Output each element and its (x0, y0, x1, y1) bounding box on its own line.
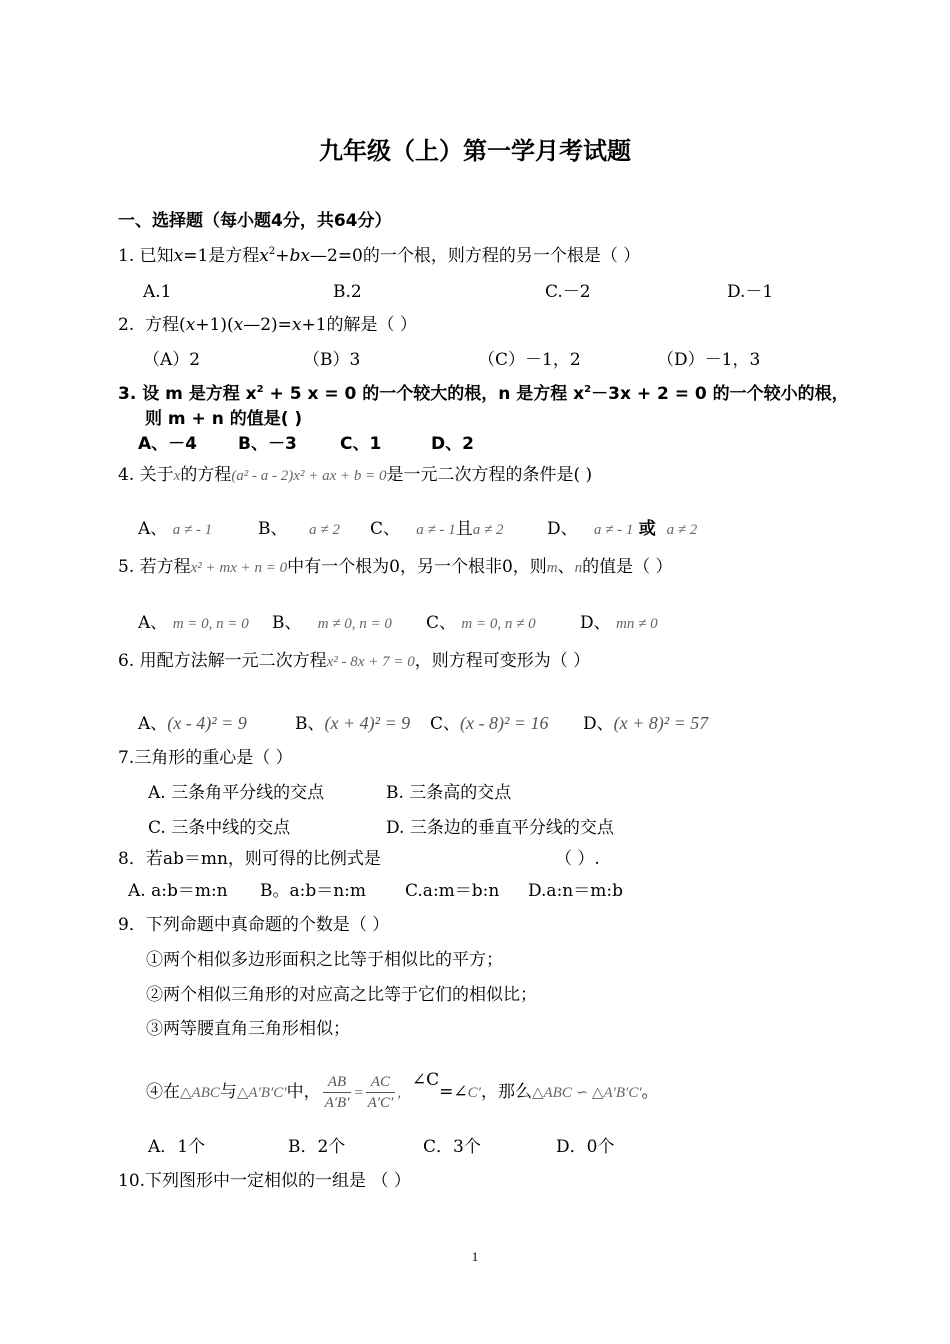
q9-option-c[interactable]: C．3个 (423, 1137, 481, 1157)
q2-option-d[interactable]: （D）－1，3 (657, 350, 761, 370)
q4-option-b[interactable]: B、 a ≠ 2 (258, 519, 340, 539)
q9-statement-3: ③两等腰直角三角形相似； (146, 1019, 350, 1039)
q7-option-c[interactable]: C. 三条中线的交点 (148, 818, 291, 838)
q2-number: 2. (118, 315, 135, 335)
q4-option-a[interactable]: A、 a ≠ - 1 (138, 519, 213, 539)
question-8: 8．若ab＝mn，则可得的比例式是 (118, 849, 381, 869)
question-9: 9．下列命题中真命题的个数是（ ） (118, 915, 390, 935)
question-3: 3. 设 m 是方程 $x^2 + 5$ x = 0 的一个较大的根，n 是方程 $x^2-3x + 2 = 0$ 的一个较小的根， (118, 384, 849, 404)
page-number: 1 (471, 1249, 479, 1264)
q3-option-b[interactable]: B、－3 (238, 434, 297, 454)
question-2: 2. 方程(x+1)(x—2)=x+1的解是（ ） (118, 315, 417, 335)
q1-number: 1. (118, 246, 135, 266)
q3-option-d[interactable]: D、2 (431, 434, 474, 454)
q7-option-d[interactable]: D. 三条边的垂直平分线的交点 (386, 818, 614, 838)
q2-option-a[interactable]: （A）2 (143, 350, 201, 370)
q5-equation: x² + mx + n = 0 (190, 560, 288, 576)
q3-stem-line2: 则 m + n 的值是( ) (145, 409, 303, 429)
q4-option-c[interactable]: C、 a ≠ - 1且a ≠ 2 (370, 519, 504, 539)
fraction-ac: $\frac{AC}{A'C'}$ (367, 1074, 394, 1111)
q5-option-c[interactable]: C、 m = 0, n ≠ 0 (426, 613, 536, 633)
q6-option-c[interactable]: C、(x - 8)² = 16 (430, 713, 549, 734)
q9-option-d[interactable]: D．0个 (556, 1137, 615, 1157)
question-10: 10.下列图形中一定相似的一组是 （ ） (118, 1171, 411, 1191)
q5-option-d[interactable]: D、 mn ≠ 0 (580, 613, 658, 633)
q1-option-a[interactable]: A.1 (143, 282, 172, 302)
q4-equation: (a² - a - 2)x² + ax + b = 0 (231, 468, 387, 484)
q9-statement-1: ①两个相似多边形面积之比等于相似比的平方； (146, 950, 503, 970)
q1-option-b[interactable]: B.2 (333, 282, 362, 302)
question-5: 5. 若方程x² + mx + n = 0中有一个根为0，另一个根非0，则m、n的值是（ ） (118, 557, 673, 577)
q8-option-d[interactable]: D.a:n＝m:b (528, 881, 623, 901)
q6-option-d[interactable]: D、(x + 8)² = 57 (583, 713, 709, 734)
question-6: 6. 用配方法解一元二次方程x² - 8x + 7 = 0，则方程可变形为（ ） (118, 651, 591, 671)
q1-option-d[interactable]: D.－1 (727, 282, 774, 302)
fraction-ab: $\frac{AB}{A'B'}$ (324, 1074, 350, 1111)
q6-option-a[interactable]: A、(x - 4)² = 9 (138, 713, 247, 734)
question-4: 4. 关于x的方程(a² - a - 2)x² + ax + b = 0是一元二次方程的条件是( ) (118, 465, 593, 485)
question-7: 7.三角形的重心是（ ） (118, 748, 293, 768)
q1-option-c[interactable]: C.－2 (545, 282, 591, 302)
q5-option-b[interactable]: B、 m ≠ 0, n = 0 (272, 613, 392, 633)
q7-option-b[interactable]: B. 三条高的交点 (386, 783, 512, 803)
q9-statement-2: ②两个相似三角形的对应高之比等于它们的相似比； (146, 985, 537, 1005)
q8-option-a[interactable]: A. a:b＝m:n (128, 881, 228, 901)
q6-option-b[interactable]: B、(x + 4)² = 9 (295, 713, 411, 734)
q2-option-c[interactable]: （C）－1，2 (478, 350, 581, 370)
q3-option-c[interactable]: C、1 (340, 434, 382, 454)
q5-option-a[interactable]: A、 m = 0, n = 0 (138, 613, 249, 633)
q3-option-a[interactable]: A、－4 (138, 434, 197, 454)
q8-answer-bracket: （ ）. (555, 849, 600, 869)
q7-option-a[interactable]: A. 三条角平分线的交点 (148, 783, 325, 803)
q2-option-b[interactable]: （B）3 (303, 350, 361, 370)
q8-option-b[interactable]: B。a:b＝n:m (260, 881, 367, 901)
question-1: 1. 已知x=1是方程$x^2+bx—2=0$的一个根，则方程的另一个根是（ ） (118, 246, 641, 266)
section-heading: 一、选择题（每小题4分，共64分） (118, 211, 392, 231)
q4-option-d[interactable]: D、 a ≠ - 1 或 a ≠ 2 (547, 519, 698, 539)
q8-option-c[interactable]: C.a:m＝b:n (405, 881, 500, 901)
page-title: 九年级（上）第一学月考试题 (319, 137, 631, 165)
q9-option-a[interactable]: A．1个 (148, 1137, 206, 1157)
q9-option-b[interactable]: B．2个 (288, 1137, 346, 1157)
q6-equation: x² - 8x + 7 = 0 (326, 654, 415, 670)
q9-statement-4: ④在△ABC与△A′B′C′中， $\frac{AB}{A'B'}$ = $\frac{AC}{A'C'}$ , ∠C=∠C′，那么△ABC ∽ △A′B′C′。 (146, 1070, 659, 1111)
